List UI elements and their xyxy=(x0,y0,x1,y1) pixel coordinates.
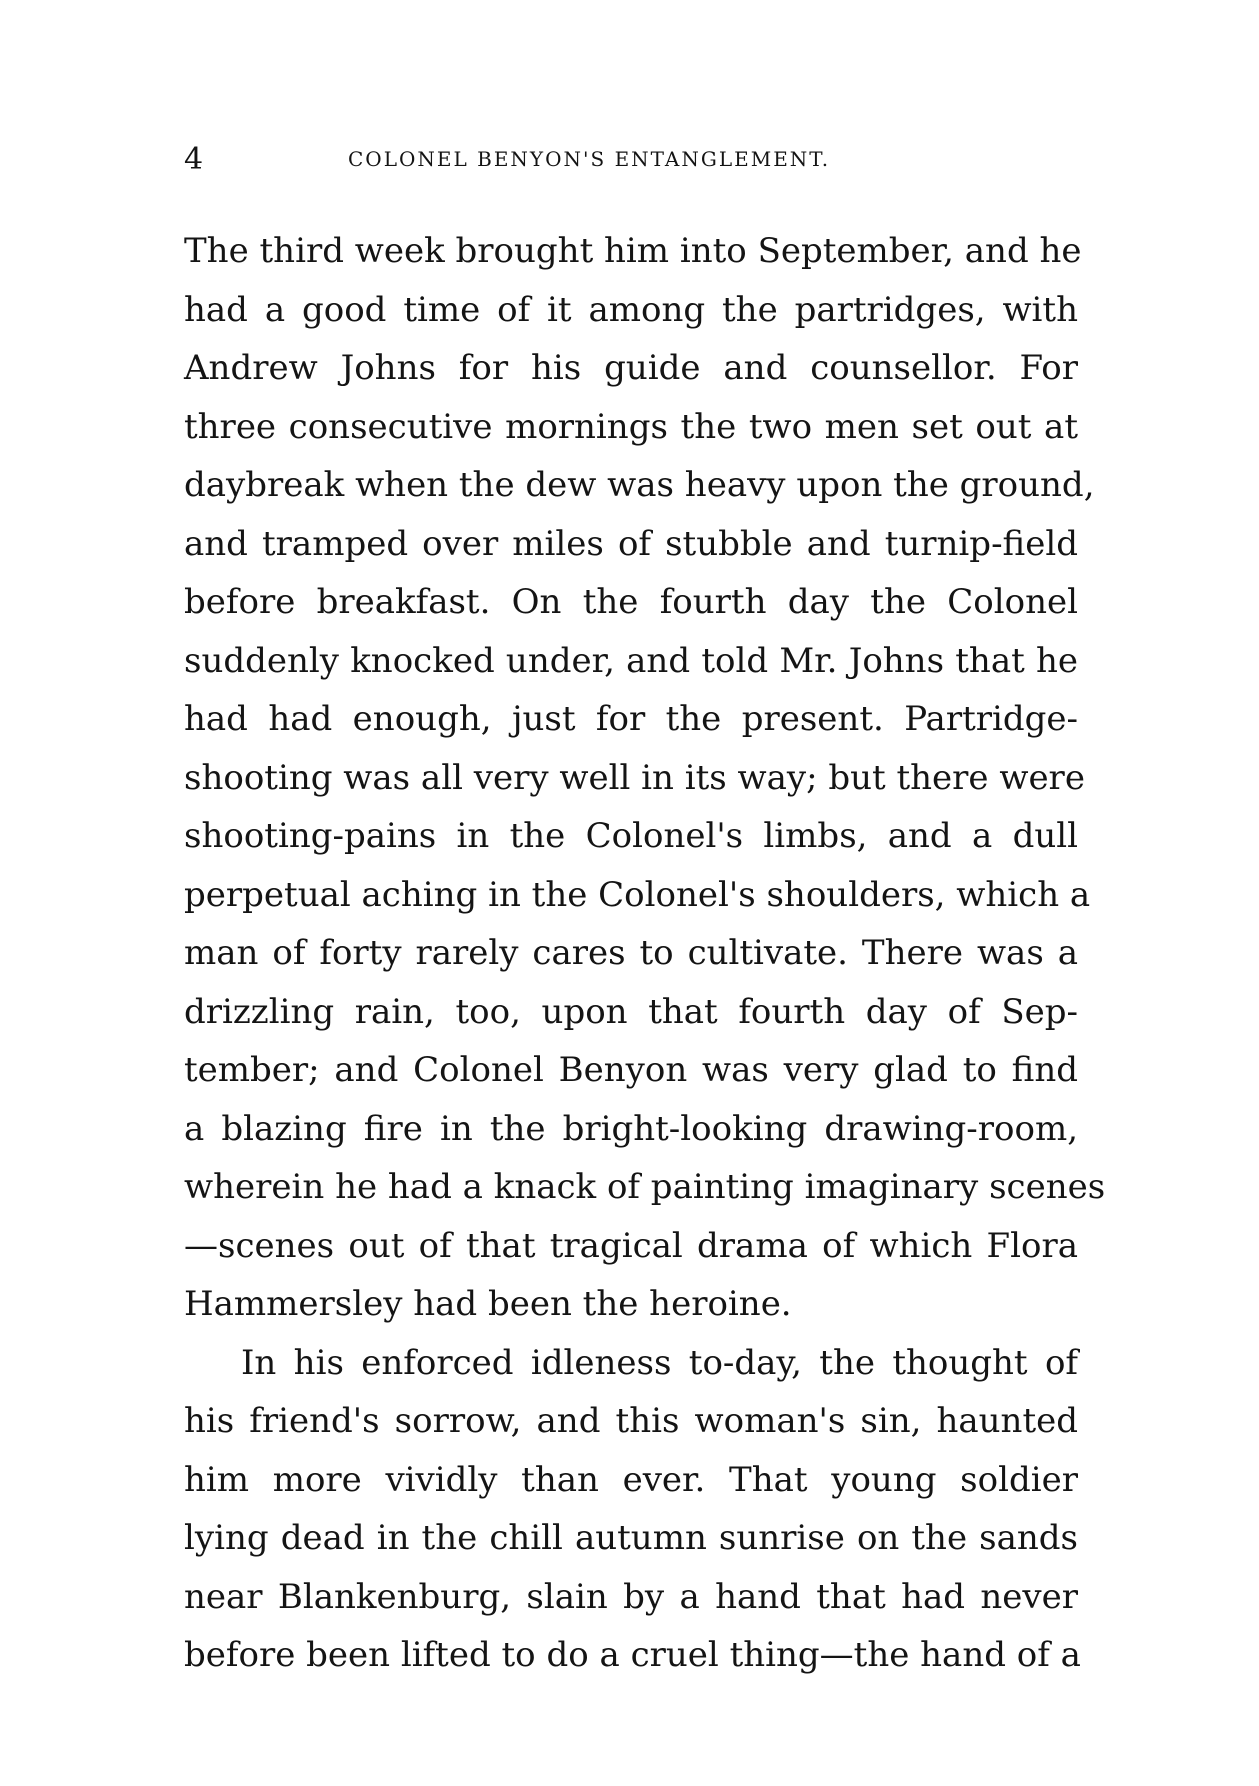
text-line: perpetual aching in the Colonel's shoulders, which a xyxy=(184,874,1091,915)
text-line: suddenly knocked under, and told Mr. Johns that he xyxy=(184,640,1078,681)
text-line: had a good time of it among the partridges, with xyxy=(184,289,1078,330)
running-title: COLONEL BENYON'S ENTANGLEMENT. xyxy=(348,147,831,171)
text-line: shooting was all very well in its way; but there were xyxy=(184,757,1085,798)
text-line: had had enough, just for the present. Partridge- xyxy=(184,699,1078,739)
text-line: The third week brought him into September, and he xyxy=(184,231,1082,271)
text-line: and tramped over miles of stubble and turnip-field xyxy=(184,523,1078,564)
text-line: daybreak when the dew was heavy upon the ground, xyxy=(184,465,1095,505)
text-line: wherein he had a knack of painting imaginary scenes xyxy=(184,1167,1106,1207)
text-line: shooting-pains in the Colonel's limbs, and a dull xyxy=(184,816,1078,856)
text-line: tember; and Colonel Benyon was very glad to find xyxy=(184,1050,1078,1090)
text-line: three consecutive mornings the two men set out at xyxy=(184,406,1078,447)
text-line: Hammersley had been the heroine. xyxy=(184,1284,792,1324)
page-number: 4 xyxy=(184,142,204,177)
text-line: drizzling rain, too, upon that fourth day of Sep- xyxy=(184,991,1078,1032)
text-line: his friend's sorrow, and this woman's sin, haunted xyxy=(184,1401,1078,1441)
text-line: —scenes out of that tragical drama of which Flora xyxy=(184,1225,1078,1266)
text-line: man of forty rarely cares to cultivate. There was a xyxy=(184,933,1078,973)
text-line: before been lifted to do a cruel thing—the hand of a xyxy=(184,1635,1081,1675)
text-line: near Blankenburg, slain by a hand that had never xyxy=(184,1576,1078,1617)
paragraph-2 xyxy=(184,1334,1081,1685)
text-line: a blazing fire in the bright-looking drawing-room, xyxy=(184,1108,1078,1149)
text-line: before breakfast. On the fourth day the Colonel xyxy=(184,582,1078,622)
text-line: him more vividly than ever. That young soldier xyxy=(184,1459,1078,1500)
body-text xyxy=(184,222,1106,1685)
page-header xyxy=(184,140,952,180)
paragraph-1 xyxy=(184,222,1106,1334)
text-line: Andrew Johns for his guide and counsellor. For xyxy=(184,348,1078,388)
text-line: lying dead in the chill autumn sunrise on the sands xyxy=(184,1518,1078,1558)
text-line: In his enforced idleness to-day, the thought of xyxy=(241,1342,1078,1383)
